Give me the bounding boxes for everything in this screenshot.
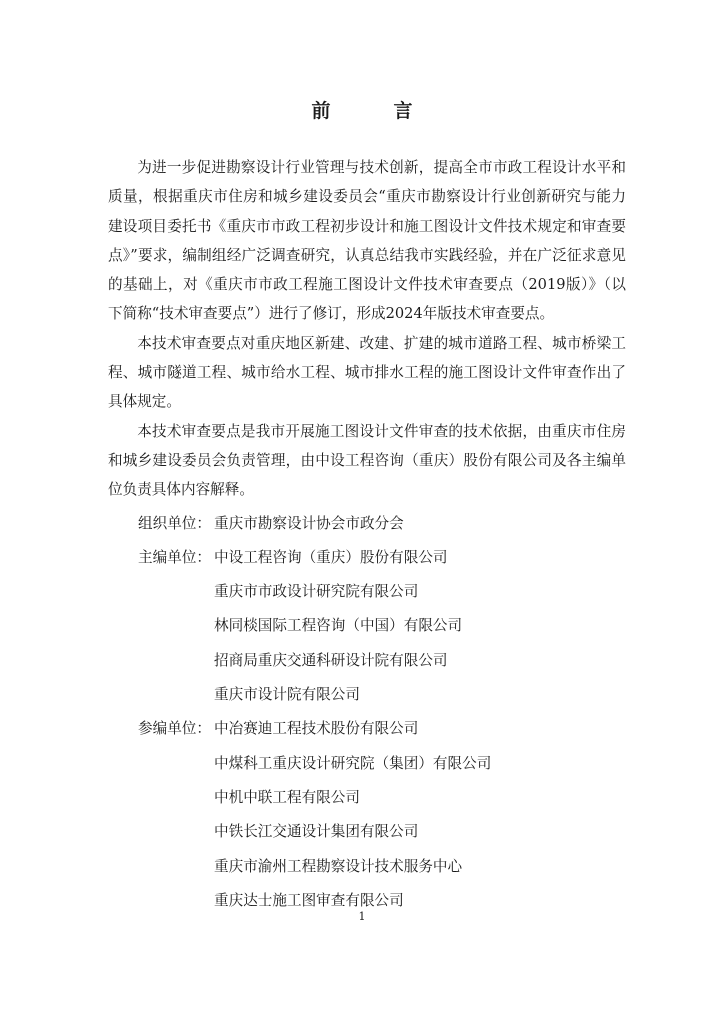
org-row xyxy=(108,508,626,539)
org-row xyxy=(108,816,626,847)
participant-unit-name: 中冶赛迪工程技术股份有限公司 xyxy=(214,720,419,738)
participant-unit-name: 重庆达士施工图审查有限公司 xyxy=(214,891,404,909)
editor-units-label: 主编单位： xyxy=(138,548,211,566)
preface-body xyxy=(108,153,626,916)
participant-units-label: 参编单位： xyxy=(138,720,211,738)
org-row xyxy=(108,610,626,641)
organizing-unit-name: 重庆市勘察设计协会市政分会 xyxy=(214,514,404,532)
editor-unit-name: 林同棪国际工程咨询（中国）有限公司 xyxy=(214,617,463,635)
org-row xyxy=(108,851,626,882)
org-row xyxy=(108,713,626,744)
org-row xyxy=(108,679,626,710)
participant-unit-name: 中铁长江交通设计集团有限公司 xyxy=(214,823,419,841)
organizing-unit-block xyxy=(108,508,626,539)
page-number: 1 xyxy=(358,910,366,923)
editor-unit-name: 中设工程咨询（重庆）股份有限公司 xyxy=(214,548,448,566)
org-row xyxy=(108,782,626,813)
org-row xyxy=(108,748,626,779)
participant-unit-name: 重庆市渝州工程勘察设计技术服务中心 xyxy=(214,857,463,875)
org-row xyxy=(108,542,626,573)
page-title: 前 言 xyxy=(311,100,435,122)
org-row xyxy=(108,576,626,607)
preface-paragraph: 为进一步促进勘察设计行业管理与技术创新，提高全市市政工程设计水平和质量，根据重庆市住房和城乡建设委员会“重庆市勘察设计行业创新研究与能力建设项目委托书《重庆市市政工程初步设计和施工图设计文件技术规定和审查要点》”要求，编制组经广泛调查研究，认真总结我市实践经验，并在广泛征求意见的基础上，对《重庆市市政工程施工图设计文件技术审查要点（2019版）》（以下简称“技术审查要点”）进行了修订，形成2024年版技术审查要点。 xyxy=(108,159,626,323)
editor-unit-name: 招商局重庆交通科研设计院有限公司 xyxy=(214,651,448,669)
editor-units-block xyxy=(108,542,626,710)
org-row xyxy=(108,645,626,676)
editor-unit-name: 重庆市设计院有限公司 xyxy=(214,686,360,704)
preface-paragraph: 本技术审查要点是我市开展施工图设计文件审查的技术依据，由重庆市住房和城乡建设委员会负责管理，由中设工程咨询（重庆）股份有限公司及各主编单位负责具体内容解释。 xyxy=(108,422,626,499)
editor-unit-name: 重庆市市政设计研究院有限公司 xyxy=(214,583,419,601)
organizing-unit-label: 组织单位： xyxy=(138,514,211,532)
participant-unit-name: 中煤科工重庆设计研究院（集团）有限公司 xyxy=(214,754,492,772)
participant-units-block xyxy=(108,713,626,916)
preface-paragraph: 本技术审查要点对重庆地区新建、改建、扩建的城市道路工程、城市桥梁工程、城市隧道工程、城市给水工程、城市排水工程的施工图设计文件审查作出了具体规定。 xyxy=(108,334,626,411)
participant-unit-name: 中机中联工程有限公司 xyxy=(214,788,360,806)
